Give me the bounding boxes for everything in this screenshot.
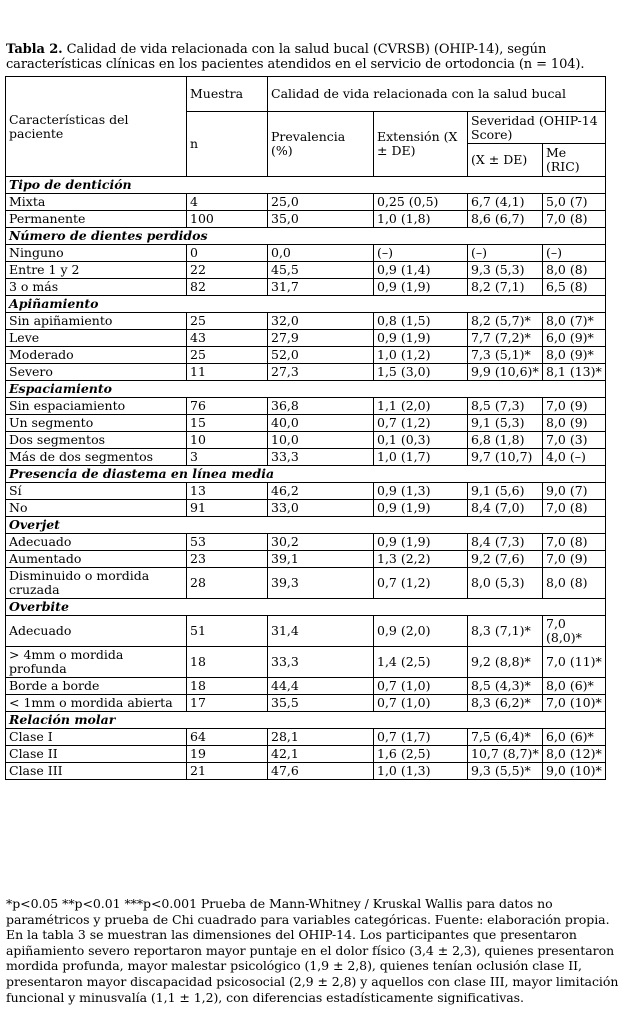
cell-extension: 0,8 (1,5) — [374, 313, 468, 330]
cell-extension: 1,0 (1,2) — [374, 347, 468, 364]
table-row — [6, 262, 606, 279]
table-row — [6, 194, 606, 211]
cell-extension: 0,9 (1,9) — [374, 279, 468, 296]
row-label: Borde a borde — [6, 678, 187, 695]
cell-severidad-median: 6,0 (6)* — [543, 729, 606, 746]
cell-severidad-median: 8,0 (7)* — [543, 313, 606, 330]
cell-n: 11 — [187, 364, 268, 381]
row-label: Clase II — [6, 746, 187, 763]
cell-severidad-mean: 8,4 (7,3) — [468, 534, 543, 551]
table-row — [6, 330, 606, 347]
cell-n: 100 — [187, 211, 268, 228]
cell-severidad-mean: 8,3 (7,1)* — [468, 616, 543, 647]
table-row — [6, 449, 606, 466]
section-title: Overjet — [6, 517, 606, 534]
cell-n: 18 — [187, 647, 268, 678]
cell-n: 18 — [187, 678, 268, 695]
cell-severidad-mean: 9,1 (5,3) — [468, 415, 543, 432]
cell-severidad-mean: 8,6 (6,7) — [468, 211, 543, 228]
table-row — [6, 211, 606, 228]
row-label: Más de dos segmentos — [6, 449, 187, 466]
section-header-row — [6, 517, 606, 534]
cell-prevalencia: 31,7 — [268, 279, 374, 296]
section-header-row — [6, 599, 606, 616]
cell-prevalencia: 25,0 — [268, 194, 374, 211]
cell-severidad-median: 7,0 (8) — [543, 211, 606, 228]
cell-n: 76 — [187, 398, 268, 415]
section-title: Tipo de dentición — [6, 177, 606, 194]
cell-severidad-median: 7,0 (3) — [543, 432, 606, 449]
table-row — [6, 347, 606, 364]
cell-severidad-mean: 8,5 (7,3) — [468, 398, 543, 415]
cell-severidad-mean: 8,4 (7,0) — [468, 500, 543, 517]
table-row — [6, 364, 606, 381]
cell-severidad-mean: 8,2 (7,1) — [468, 279, 543, 296]
table-row — [6, 616, 606, 647]
cell-severidad-median: 7,0 (8,0)* — [543, 616, 606, 647]
row-label: Entre 1 y 2 — [6, 262, 187, 279]
cell-severidad-median: 7,0 (8) — [543, 500, 606, 517]
cell-severidad-median: 7,0 (9) — [543, 551, 606, 568]
row-label: Sí — [6, 483, 187, 500]
cell-extension: 0,25 (0,5) — [374, 194, 468, 211]
row-label: Dos segmentos — [6, 432, 187, 449]
cell-prevalencia: 35,0 — [268, 211, 374, 228]
cell-severidad-median: 4,0 (–) — [543, 449, 606, 466]
table-body — [6, 177, 606, 780]
cell-extension: 0,9 (1,9) — [374, 330, 468, 347]
cell-prevalencia: 35,5 — [268, 695, 374, 712]
cell-n: 19 — [187, 746, 268, 763]
cell-n: 64 — [187, 729, 268, 746]
cell-prevalencia: 31,4 — [268, 616, 374, 647]
cell-prevalencia: 52,0 — [268, 347, 374, 364]
cell-severidad-mean: 8,3 (6,2)* — [468, 695, 543, 712]
row-label: Adecuado — [6, 534, 187, 551]
cell-severidad-mean: 9,1 (5,6) — [468, 483, 543, 500]
cell-prevalencia: 46,2 — [268, 483, 374, 500]
cell-extension: 0,7 (1,0) — [374, 678, 468, 695]
row-label: Leve — [6, 330, 187, 347]
cell-severidad-mean: 7,5 (6,4)* — [468, 729, 543, 746]
cell-severidad-median: 8,0 (9)* — [543, 347, 606, 364]
cell-prevalencia: 47,6 — [268, 763, 374, 780]
cell-extension: 1,1 (2,0) — [374, 398, 468, 415]
table-row — [6, 729, 606, 746]
header-caracteristicas: Características del paciente — [6, 77, 187, 177]
table-row — [6, 398, 606, 415]
table-row — [6, 415, 606, 432]
row-label: Sin espaciamiento — [6, 398, 187, 415]
cell-n: 25 — [187, 347, 268, 364]
table-row — [6, 500, 606, 517]
section-title: Espaciamiento — [6, 381, 606, 398]
cell-severidad-mean: 9,9 (10,6)* — [468, 364, 543, 381]
cell-severidad-mean: 9,2 (8,8)* — [468, 647, 543, 678]
cell-severidad-median: 6,0 (9)* — [543, 330, 606, 347]
table-row — [6, 551, 606, 568]
cell-n: 17 — [187, 695, 268, 712]
cell-n: 22 — [187, 262, 268, 279]
row-label: Ninguno — [6, 245, 187, 262]
cell-prevalencia: 30,2 — [268, 534, 374, 551]
cell-prevalencia: 36,8 — [268, 398, 374, 415]
section-header-row — [6, 296, 606, 313]
header-severidad: Severidad (OHIP-14 Score) — [468, 112, 606, 144]
cell-prevalencia: 39,1 — [268, 551, 374, 568]
results-table — [5, 76, 606, 780]
cell-n: 25 — [187, 313, 268, 330]
section-title: Presencia de diastema en línea media — [6, 466, 606, 483]
cell-severidad-median: 7,0 (10)* — [543, 695, 606, 712]
section-title: Apiñamiento — [6, 296, 606, 313]
cell-n: 0 — [187, 245, 268, 262]
cell-severidad-mean: 8,2 (5,7)* — [468, 313, 543, 330]
cell-extension: 0,9 (1,9) — [374, 500, 468, 517]
table-row — [6, 245, 606, 262]
cell-extension: 0,9 (1,3) — [374, 483, 468, 500]
cell-severidad-mean: 9,7 (10,7) — [468, 449, 543, 466]
table-row — [6, 483, 606, 500]
cell-extension: 0,7 (1,0) — [374, 695, 468, 712]
caption-label: Tabla 2. — [6, 42, 63, 57]
section-title: Número de dientes perdidos — [6, 228, 606, 245]
cell-prevalencia: 44,4 — [268, 678, 374, 695]
header-sev-mean: (X ± DE) — [468, 144, 543, 177]
table-row — [6, 678, 606, 695]
section-header-row — [6, 228, 606, 245]
cell-extension: 1,6 (2,5) — [374, 746, 468, 763]
cell-prevalencia: 33,3 — [268, 449, 374, 466]
cell-extension: 0,9 (1,4) — [374, 262, 468, 279]
cell-extension: 1,0 (1,3) — [374, 763, 468, 780]
caption-text: Calidad de vida relacionada con la salud bucal (CVRSB) (OHIP-14), según características clínicas en los pacientes atendidos en el servicio de ortodoncia (n = 104). — [6, 42, 585, 72]
header-n: n — [187, 112, 268, 177]
cell-prevalencia: 10,0 — [268, 432, 374, 449]
header-extension: Extensión (X ± DE) — [374, 112, 468, 177]
cell-prevalencia: 40,0 — [268, 415, 374, 432]
row-label: Permanente — [6, 211, 187, 228]
header-calidad: Calidad de vida relacionada con la salud bucal — [268, 77, 606, 112]
cell-severidad-median: 9,0 (7) — [543, 483, 606, 500]
cell-n: 51 — [187, 616, 268, 647]
cell-n: 91 — [187, 500, 268, 517]
cell-prevalencia: 27,9 — [268, 330, 374, 347]
cell-prevalencia: 39,3 — [268, 568, 374, 599]
section-header-row — [6, 381, 606, 398]
cell-severidad-mean: 9,3 (5,3) — [468, 262, 543, 279]
row-label: Moderado — [6, 347, 187, 364]
cell-n: 21 — [187, 763, 268, 780]
cell-prevalencia: 28,1 — [268, 729, 374, 746]
table-row — [6, 279, 606, 296]
cell-severidad-median: (–) — [543, 245, 606, 262]
cell-severidad-median: 9,0 (10)* — [543, 763, 606, 780]
row-label: > 4mm o mordida profunda — [6, 647, 187, 678]
cell-severidad-mean: 9,2 (7,6) — [468, 551, 543, 568]
cell-severidad-median: 8,1 (13)* — [543, 364, 606, 381]
section-header-row — [6, 177, 606, 194]
cell-extension: 0,7 (1,7) — [374, 729, 468, 746]
cell-severidad-mean: 10,7 (8,7)* — [468, 746, 543, 763]
cell-prevalencia: 27,3 — [268, 364, 374, 381]
cell-severidad-mean: 6,8 (1,8) — [468, 432, 543, 449]
table-row — [6, 568, 606, 599]
table-row — [6, 313, 606, 330]
cell-extension: 1,3 (2,2) — [374, 551, 468, 568]
header-prevalencia: Prevalencia (%) — [268, 112, 374, 177]
row-label: Severo — [6, 364, 187, 381]
cell-extension: 0,9 (1,9) — [374, 534, 468, 551]
cell-severidad-mean: 7,3 (5,1)* — [468, 347, 543, 364]
cell-extension: (–) — [374, 245, 468, 262]
cell-prevalencia: 0,0 — [268, 245, 374, 262]
section-header-row — [6, 712, 606, 729]
table-row — [6, 763, 606, 780]
cell-severidad-mean: 8,0 (5,3) — [468, 568, 543, 599]
cell-n: 3 — [187, 449, 268, 466]
row-label: Clase III — [6, 763, 187, 780]
row-label: Clase I — [6, 729, 187, 746]
section-title: Overbite — [6, 599, 606, 616]
row-label: < 1mm o mordida abierta — [6, 695, 187, 712]
cell-n: 82 — [187, 279, 268, 296]
header-muestra: Muestra — [187, 77, 268, 112]
cell-severidad-median: 7,0 (9) — [543, 398, 606, 415]
cell-extension: 0,7 (1,2) — [374, 415, 468, 432]
cell-severidad-mean: (–) — [468, 245, 543, 262]
footnote-text: *p<0.05 **p<0.01 ***p<0.001 Prueba de Mann-Whitney / Kruskal Wallis para datos no paramétricos y prueba de Chi cuadrado para variables categóricas. Fuente: elaboración propia. En la tabla 3 se muestran las dimensiones del OHIP-14. Los participantes que presentaron apiñamiento severo reportaron mayor puntaje en el dolor físico (3,4 ± 2,3), quienes presentaron mordida profunda, mayor malestar psicológico (1,9 ± 2,8), quienes tenían oclusión clase II, presentaron mayor discapacidad psicosocial (2,9 ± 2,8) y aquellos con clase III, mayor limitación funcional y minusvalía (1,1 ± 1,2), con diferencias estadísticamente significativas. — [6, 896, 619, 1005]
cell-extension: 1,0 (1,7) — [374, 449, 468, 466]
table-caption — [6, 42, 612, 72]
cell-prevalencia: 45,5 — [268, 262, 374, 279]
cell-prevalencia: 33,0 — [268, 500, 374, 517]
row-label: Sin apiñamiento — [6, 313, 187, 330]
cell-extension: 0,7 (1,2) — [374, 568, 468, 599]
table-row — [6, 534, 606, 551]
cell-severidad-mean: 9,3 (5,5)* — [468, 763, 543, 780]
cell-severidad-median: 5,0 (7) — [543, 194, 606, 211]
row-label: 3 o más — [6, 279, 187, 296]
cell-n: 28 — [187, 568, 268, 599]
section-title: Relación molar — [6, 712, 606, 729]
cell-n: 53 — [187, 534, 268, 551]
row-label: Un segmento — [6, 415, 187, 432]
cell-severidad-mean: 7,7 (7,2)* — [468, 330, 543, 347]
header-sev-median: Me (RIC) — [543, 144, 606, 177]
cell-severidad-median: 7,0 (8) — [543, 534, 606, 551]
cell-severidad-median: 8,0 (9) — [543, 415, 606, 432]
cell-n: 4 — [187, 194, 268, 211]
cell-extension: 1,4 (2,5) — [374, 647, 468, 678]
cell-severidad-median: 8,0 (8) — [543, 262, 606, 279]
cell-extension: 1,0 (1,8) — [374, 211, 468, 228]
cell-severidad-mean: 6,7 (4,1) — [468, 194, 543, 211]
cell-severidad-median: 6,5 (8) — [543, 279, 606, 296]
table-row — [6, 695, 606, 712]
section-header-row — [6, 466, 606, 483]
table-row — [6, 746, 606, 763]
row-label: No — [6, 500, 187, 517]
cell-n: 43 — [187, 330, 268, 347]
row-label: Adecuado — [6, 616, 187, 647]
cell-n: 15 — [187, 415, 268, 432]
cell-severidad-median: 8,0 (12)* — [543, 746, 606, 763]
cell-severidad-median: 8,0 (6)* — [543, 678, 606, 695]
cell-prevalencia: 33,3 — [268, 647, 374, 678]
cell-severidad-median: 8,0 (8) — [543, 568, 606, 599]
cell-n: 10 — [187, 432, 268, 449]
cell-prevalencia: 32,0 — [268, 313, 374, 330]
table-row — [6, 432, 606, 449]
cell-prevalencia: 42,1 — [268, 746, 374, 763]
cell-severidad-median: 7,0 (11)* — [543, 647, 606, 678]
cell-n: 23 — [187, 551, 268, 568]
cell-extension: 0,1 (0,3) — [374, 432, 468, 449]
row-label: Aumentado — [6, 551, 187, 568]
cell-extension: 0,9 (2,0) — [374, 616, 468, 647]
row-label: Disminuido o mordida cruzada — [6, 568, 187, 599]
cell-extension: 1,5 (3,0) — [374, 364, 468, 381]
cell-severidad-mean: 8,5 (4,3)* — [468, 678, 543, 695]
row-label: Mixta — [6, 194, 187, 211]
cell-n: 13 — [187, 483, 268, 500]
table-row — [6, 647, 606, 678]
